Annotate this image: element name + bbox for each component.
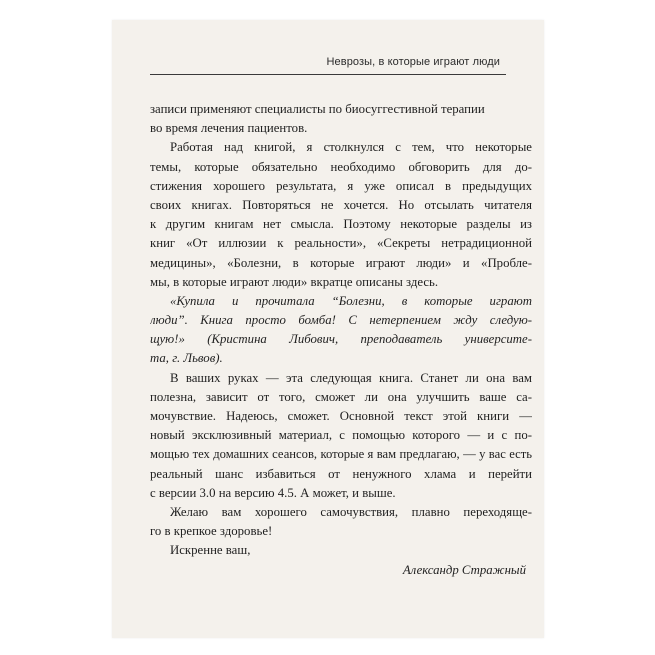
text-line: Работая над книгой, я столкнулся с тем, что некоторые bbox=[170, 140, 532, 155]
quote-line: щую!» (Кристина Либович, преподаватель университе- bbox=[150, 332, 532, 347]
quote-line: «Купила и прочитала “Болезни, в которые играют bbox=[170, 293, 532, 308]
text-line: полезна, зависит от того, сможет ли она улучшить ваше са- bbox=[150, 389, 532, 404]
running-header bbox=[150, 54, 506, 75]
text-line: Желаю вам хорошего самочувствия, плавно переходяще- bbox=[170, 504, 532, 519]
running-title: Неврозы, в которые играют люди bbox=[326, 56, 500, 68]
text-line: записи применяют специалисты по биосуггестивной терапии bbox=[150, 102, 485, 116]
closing-line: Искренне ваш, bbox=[170, 543, 251, 558]
text-line: В ваших руках — эта следующая книга. Станет ли она вам bbox=[170, 370, 532, 385]
text-line: темы, которые обязательно необходимо обговорить для до- bbox=[150, 159, 532, 174]
text-line: к другим книгам нет смысла. Поэтому некоторые разделы из bbox=[150, 217, 532, 232]
text-line: во время лечения пациентов. bbox=[150, 121, 308, 136]
text-line: с версии 3.0 на версию 4.5. А может, и выше. bbox=[150, 485, 396, 500]
text-line: новый эксклюзивный материал, с помощью которого — и с по- bbox=[150, 428, 532, 443]
text-line: своих книгах. Повторяться не хочется. Но отсылать читателя bbox=[150, 197, 532, 212]
text-line: книг «От иллюзии к реальности», «Секреты нетрадиционной bbox=[150, 236, 532, 251]
text-line: мощью тех домашних сеансов, которые я вам предлагаю, — у вас есть bbox=[150, 447, 532, 462]
text-line: медицины», «Болезни, в которые играют люди» и «Пробле- bbox=[150, 255, 532, 270]
page-body-text bbox=[150, 100, 532, 580]
book-page bbox=[112, 20, 544, 638]
text-line: мы, в которые играют люди» вкратце описаны здесь. bbox=[150, 274, 439, 289]
quote-line: та, г. Львов). bbox=[150, 351, 223, 366]
signature: Александр Стражный bbox=[402, 562, 526, 577]
text-line: реальный шанс избавиться от ненужного хлама и перейти bbox=[150, 466, 532, 481]
quote-line: люди”. Книга просто бомба! С нетерпением жду следую- bbox=[150, 313, 532, 328]
text-line: го в крепкое здоровье! bbox=[150, 524, 273, 539]
text-line: мочувствие. Надеюсь, сможет. Основной текст этой книги — bbox=[150, 409, 532, 423]
text-line: стижения хорошего результата, я уже описал в предыдущих bbox=[150, 178, 532, 193]
